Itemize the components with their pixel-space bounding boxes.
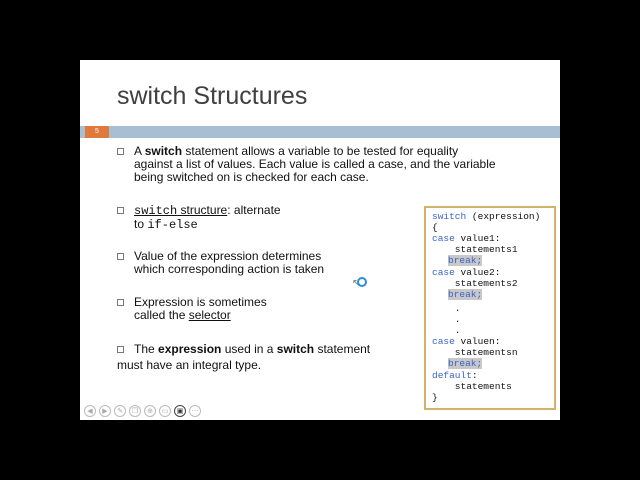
code-line: statements1 [432,244,518,255]
loading-indicator-icon [357,277,367,287]
code-line: break; [448,289,483,300]
code-line: statements [432,381,512,392]
code-line: statementsn [432,347,518,358]
bullet-5-line-2: must have an integral type. [117,358,262,372]
bullet-square-icon [117,148,124,155]
code-line: break; [448,358,483,369]
slides-icon[interactable]: ▭ [159,405,171,417]
copy-icon[interactable]: ❐ [129,405,141,417]
video-icon[interactable]: ▣ [174,405,186,417]
slide-number: 5 [85,126,109,138]
bullet-square-icon [117,299,124,306]
bullet-square-icon [117,207,124,214]
code-line: { [432,222,438,233]
zoom-icon[interactable]: ⊕ [144,405,156,417]
mouse-cursor-icon: ↖ [352,278,361,289]
code-line: } [432,392,438,403]
code-line: statements2 [432,278,518,289]
previous-icon[interactable]: ◀ [84,405,96,417]
code-line: switch (expression) [432,211,541,222]
code-line: . [432,303,461,314]
slide-title: switch Structures [117,82,308,110]
next-icon[interactable]: ▶ [99,405,111,417]
switch-syntax-code-box [424,206,556,410]
slide: switch Structures 5 A switch statement allows a variable to be tested for equality against a list of values. Each value is called a case, and the variable being switched on is checked for each case. switch structure: alternate to if-else Value of the expression determines which corresponding action is taken Expression is sometimes called the selector The expression used in a switch statement must have an integral type. switch (expression) { case value1: statements1 break; case value2: statements2 break; . . . case valuen: statementsn break; default: statements } ↖ ◀ ▶ ✎ ❐ ⊕ ▭ ▣ ⋯ [80,60,560,420]
bullet-square-icon [117,346,124,353]
title-underline-bar [80,126,560,138]
pen-icon[interactable]: ✎ [114,405,126,417]
code-line: . [432,325,461,336]
code-line: case value2: [432,267,501,278]
code-line: case value1: [432,233,501,244]
bullet-square-icon [117,253,124,260]
slideshow-controls [84,405,201,417]
code-line: case valuen: [432,336,501,347]
code-line: . [432,314,461,325]
code-line: break; [448,255,483,266]
more-icon[interactable]: ⋯ [189,405,201,417]
code-line: default: [432,370,478,381]
